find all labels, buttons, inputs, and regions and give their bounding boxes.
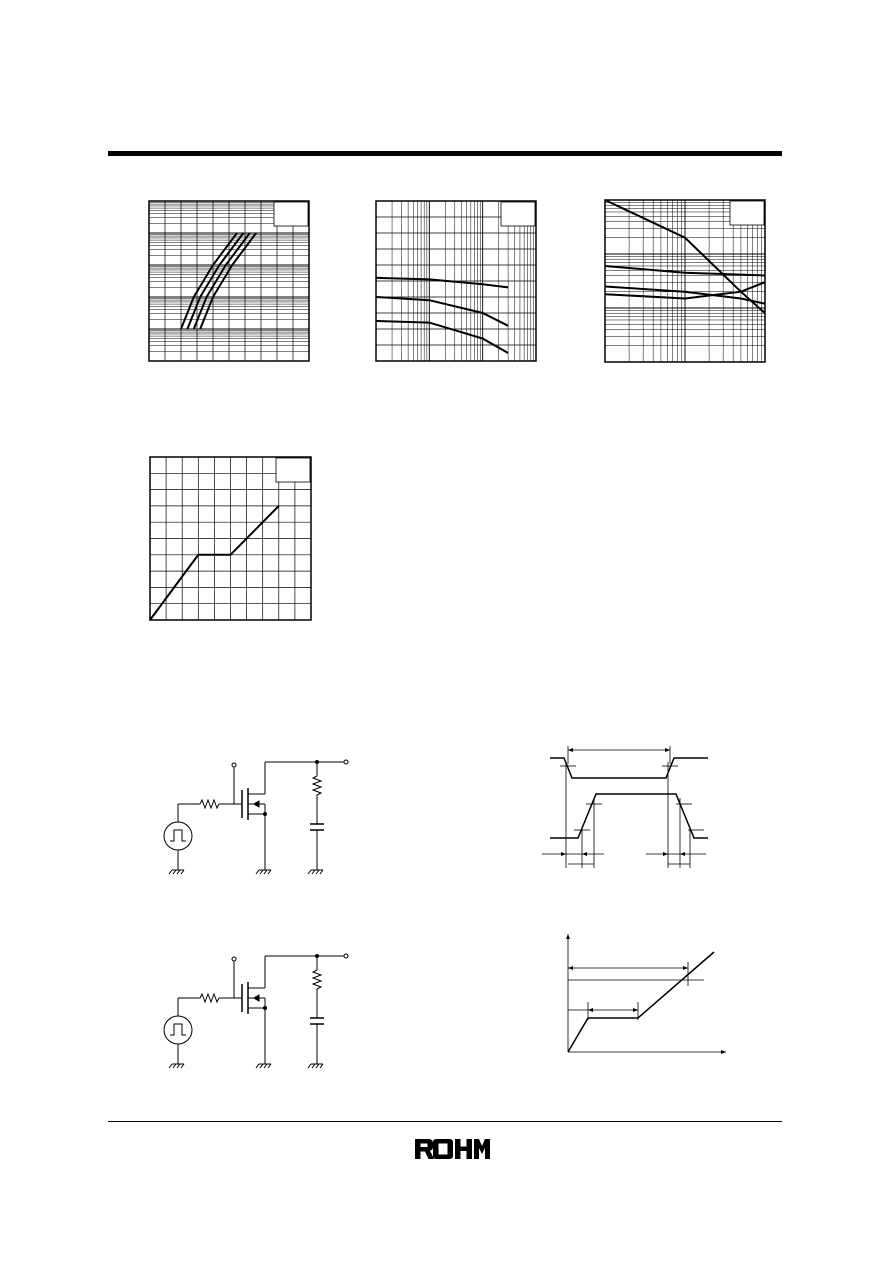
gate-charge-waveform bbox=[560, 930, 730, 1060]
pulse-waveform-icon bbox=[170, 830, 186, 841]
gate-charge-curve bbox=[568, 952, 714, 1052]
pulse-source-icon bbox=[164, 822, 192, 850]
gate-charge-test-circuit bbox=[150, 944, 370, 1074]
load-resistor-icon bbox=[313, 776, 321, 795]
gate-resistor-icon bbox=[200, 994, 219, 1002]
series-line-4 bbox=[200, 233, 256, 329]
chart-1-svg bbox=[148, 200, 310, 362]
chart-4-svg bbox=[149, 456, 312, 621]
chart-1 bbox=[148, 200, 310, 362]
output-waveform bbox=[550, 794, 708, 838]
series-line-3 bbox=[376, 321, 508, 353]
chart-3 bbox=[604, 199, 766, 363]
chart-2 bbox=[375, 200, 537, 362]
footer-rule bbox=[108, 1121, 782, 1122]
pulse-source-icon bbox=[164, 1016, 192, 1044]
load-resistor-icon bbox=[313, 970, 321, 989]
legend-box bbox=[276, 458, 310, 482]
series-line-1 bbox=[376, 278, 508, 288]
chart-2-svg bbox=[375, 200, 537, 362]
header-rule bbox=[108, 151, 782, 156]
input-waveform bbox=[550, 758, 708, 778]
pulse-waveform-icon bbox=[170, 1024, 186, 1035]
chart-3-svg bbox=[604, 199, 766, 363]
switching-waveforms bbox=[538, 738, 713, 873]
legend-box bbox=[501, 202, 535, 226]
rohm-logo bbox=[414, 1138, 490, 1160]
switching-test-circuit bbox=[150, 750, 370, 880]
gate-resistor-icon bbox=[200, 800, 219, 808]
legend-box bbox=[730, 201, 764, 225]
legend-box bbox=[274, 202, 308, 226]
chart-4 bbox=[149, 456, 312, 621]
